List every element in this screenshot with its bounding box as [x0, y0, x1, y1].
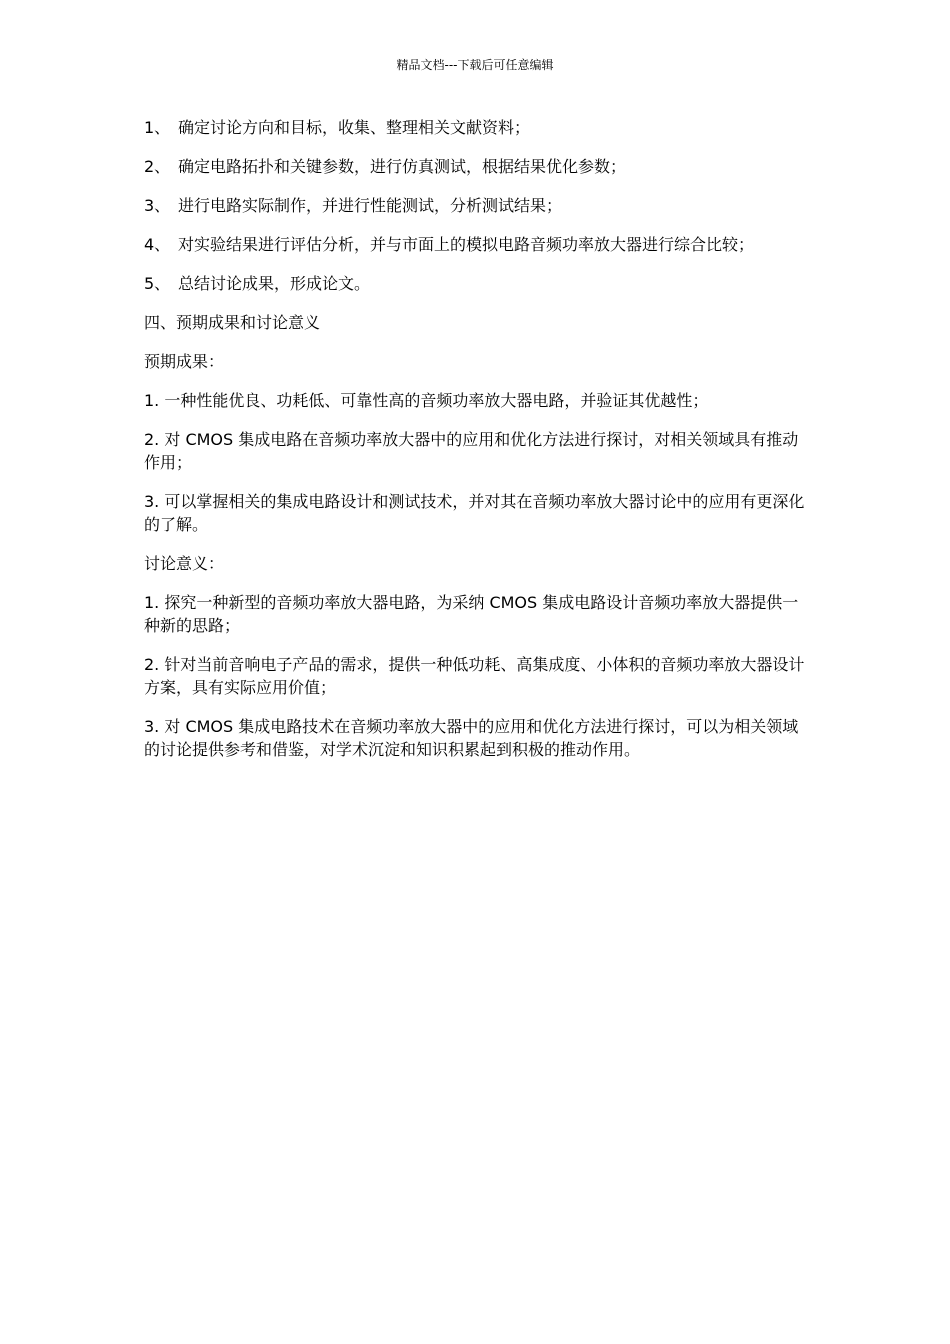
step-number: 1、	[144, 118, 171, 137]
step-number: 4、	[144, 235, 171, 254]
significance-item: 3. 对 CMOS 集成电路技术在音频功率放大器中的应用和优化方法进行探讨，可以为相关领域的讨论提供参考和借鉴，对学术沉淀和知识积累起到积极的推动作用。	[144, 717, 799, 759]
step-item	[144, 155, 808, 178]
section-title: 四、预期成果和讨论意义	[144, 313, 321, 332]
step-item	[144, 272, 808, 295]
significance-item: 2. 针对当前音响电子产品的需求，提供一种低功耗、高集成度、小体积的音频功率放大器设计方案，具有实际应用价值；	[144, 655, 805, 697]
page-header: 精品文档---下载后可任意编辑	[396, 58, 554, 72]
step-number: 5、	[144, 274, 171, 293]
step-text: 总结讨论成果，形成论文。	[178, 274, 371, 293]
step-item	[144, 233, 808, 256]
step-text: 确定讨论方向和目标，收集、整理相关文献资料；	[178, 118, 531, 137]
step-number: 2、	[144, 157, 171, 176]
expected-results-heading: 预期成果：	[144, 352, 225, 371]
step-text: 进行电路实际制作，并进行性能测试，分析测试结果；	[178, 196, 563, 215]
expected-result-item: 2. 对 CMOS 集成电路在音频功率放大器中的应用和优化方法进行探讨，对相关领域具有推动作用；	[144, 430, 799, 472]
step-item	[144, 194, 808, 217]
step-number: 3、	[144, 196, 171, 215]
expected-result-item: 3. 可以掌握相关的集成电路设计和测试技术，并对其在音频功率放大器讨论中的应用有更深化的了解。	[144, 492, 805, 534]
document-body	[144, 116, 808, 777]
step-item	[144, 116, 808, 139]
step-text: 确定电路拓扑和关键参数，进行仿真测试，根据结果优化参数；	[178, 157, 627, 176]
significance-item: 1. 探究一种新型的音频功率放大器电路，为采纳 CMOS 集成电路设计音频功率放大器提供一种新的思路；	[144, 593, 799, 635]
significance-heading: 讨论意义：	[144, 554, 225, 573]
expected-result-item: 1. 一种性能优良、功耗低、可靠性高的音频功率放大器电路，并验证其优越性；	[144, 391, 709, 410]
step-text: 对实验结果进行评估分析，并与市面上的模拟电路音频功率放大器进行综合比较；	[178, 235, 755, 254]
